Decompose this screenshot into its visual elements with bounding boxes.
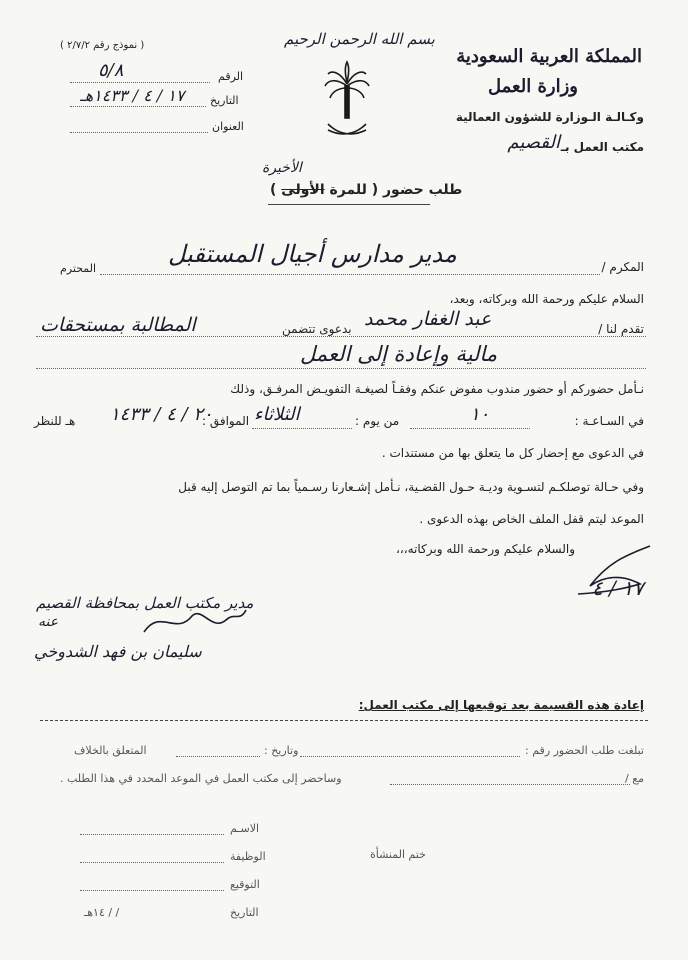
bismillah: بسم الله الرحمن الرحيم — [284, 30, 435, 48]
time-value: ١٠ — [470, 404, 490, 425]
title-suffix: ) — [270, 182, 282, 198]
office-label: مكتب العمل بـ — [560, 140, 644, 154]
org-ministry: وزارة العمل — [488, 76, 578, 97]
return-line1-c: المتعلق بالخلاف — [74, 744, 147, 757]
recipient-honorific: المحترم — [60, 262, 97, 275]
date-label: التاريخ — [210, 94, 239, 107]
date-value: ١٧ / ٤ / ١٤٣٣هـ — [80, 86, 185, 105]
claimant-name: عبد الغفار محمد — [364, 308, 492, 330]
title-handwritten: الأخيرة — [262, 160, 302, 176]
body-line3: في الدعوى مع إحضار كل ما يتعلق بها من مستندات . — [381, 446, 644, 460]
time-prefix: في السـاعـة : — [574, 414, 644, 428]
title-prefix: طلب حضور ( للمرة — [324, 182, 463, 198]
claim-subject-2: مالية وإعادة إلى العمل — [300, 342, 498, 366]
org-agency: وكـالـة الـوزارة للشؤون العمالية — [455, 110, 644, 124]
form-number: ( نموذج رقم ٢/٧/٢ ) — [60, 40, 145, 51]
return-title: إعادة هذه القسيمة بعد توقيعها إلى مكتب العمل: — [358, 698, 644, 712]
closing: والسلام عليكم ورحمة الله وبركاته،،، — [396, 542, 575, 556]
director-on-behalf: عنه — [38, 614, 59, 630]
body-line5: الموعد ليتم قفل الملف الخاص بهذه الدعوى . — [419, 512, 644, 526]
slip-date-template: / / ١٤هـ — [84, 906, 120, 919]
document-title — [270, 182, 462, 198]
day-value: الثلاثاء — [254, 404, 300, 425]
return-line1-b: وتاريخ : — [264, 744, 299, 757]
name-label: الاسـم — [230, 822, 260, 835]
ref-label: الرقم — [218, 70, 244, 83]
date-suffix: هـ للنظر — [34, 414, 76, 428]
day-prefix: من يوم : — [355, 414, 400, 428]
body-line4: وفي حـالة توصلكـم لتسـوية وديـة حـول القضـية، نـأمل إشـعارنا رسـمياً بما تم التوصل إليه قبل — [178, 480, 644, 494]
greeting: السلام عليكم ورحمة الله وبركاته، وبعد، — [449, 292, 644, 306]
stamp-label: ختم المنشأة — [370, 848, 426, 861]
date-prefix: الموافق : — [202, 414, 250, 428]
claim-prefix: تقدم لنا / — [598, 322, 644, 336]
sign-label: التوقيع — [230, 878, 260, 891]
hearing-date-value: ٢٠ / ٤ / ١٤٣٣ — [110, 404, 213, 425]
saudi-emblem-icon — [322, 58, 372, 148]
claim-middle: بدعوى تتضمن — [282, 322, 352, 336]
job-label: الوظيفة — [230, 850, 266, 863]
ref-value: ٥/٨ — [98, 60, 124, 81]
recipient-value: مدير مدارس أجيال المستقبل — [168, 240, 457, 268]
title-struck: الأولى — [281, 182, 325, 198]
director-title: مدير مكتب العمل بمحافظة القصيم — [36, 594, 254, 612]
org-kingdom: المملكة العربية السعودية — [456, 46, 642, 67]
return-line2-b: وساحضر إلى مكتب العمل في الموعد المحدد في هذا الطلب . — [60, 772, 342, 785]
director-name: سليمان بن فهد الشدوخي — [34, 642, 202, 661]
return-line2-a: مع / — [625, 772, 644, 785]
signature-date-mark: ١٧ / ٤ — [592, 576, 644, 600]
slip-date-label: التاريخ — [230, 906, 259, 919]
claim-subject-1: المطالبة بمستحقات — [40, 314, 196, 336]
body-line1: نـأمل حضوركم أو حضور مندوب مفوض عنكم وفقـاً لصيغـة التفويـض المرفـق، وذلك — [230, 382, 644, 396]
address-label: العنوان — [212, 120, 244, 133]
return-line1-a: تبلغت طلب الحضور رقم : — [525, 744, 644, 757]
recipient-label: المكرم / — [601, 260, 644, 274]
director-signature — [140, 602, 250, 642]
office-value: القصيم — [507, 132, 560, 153]
